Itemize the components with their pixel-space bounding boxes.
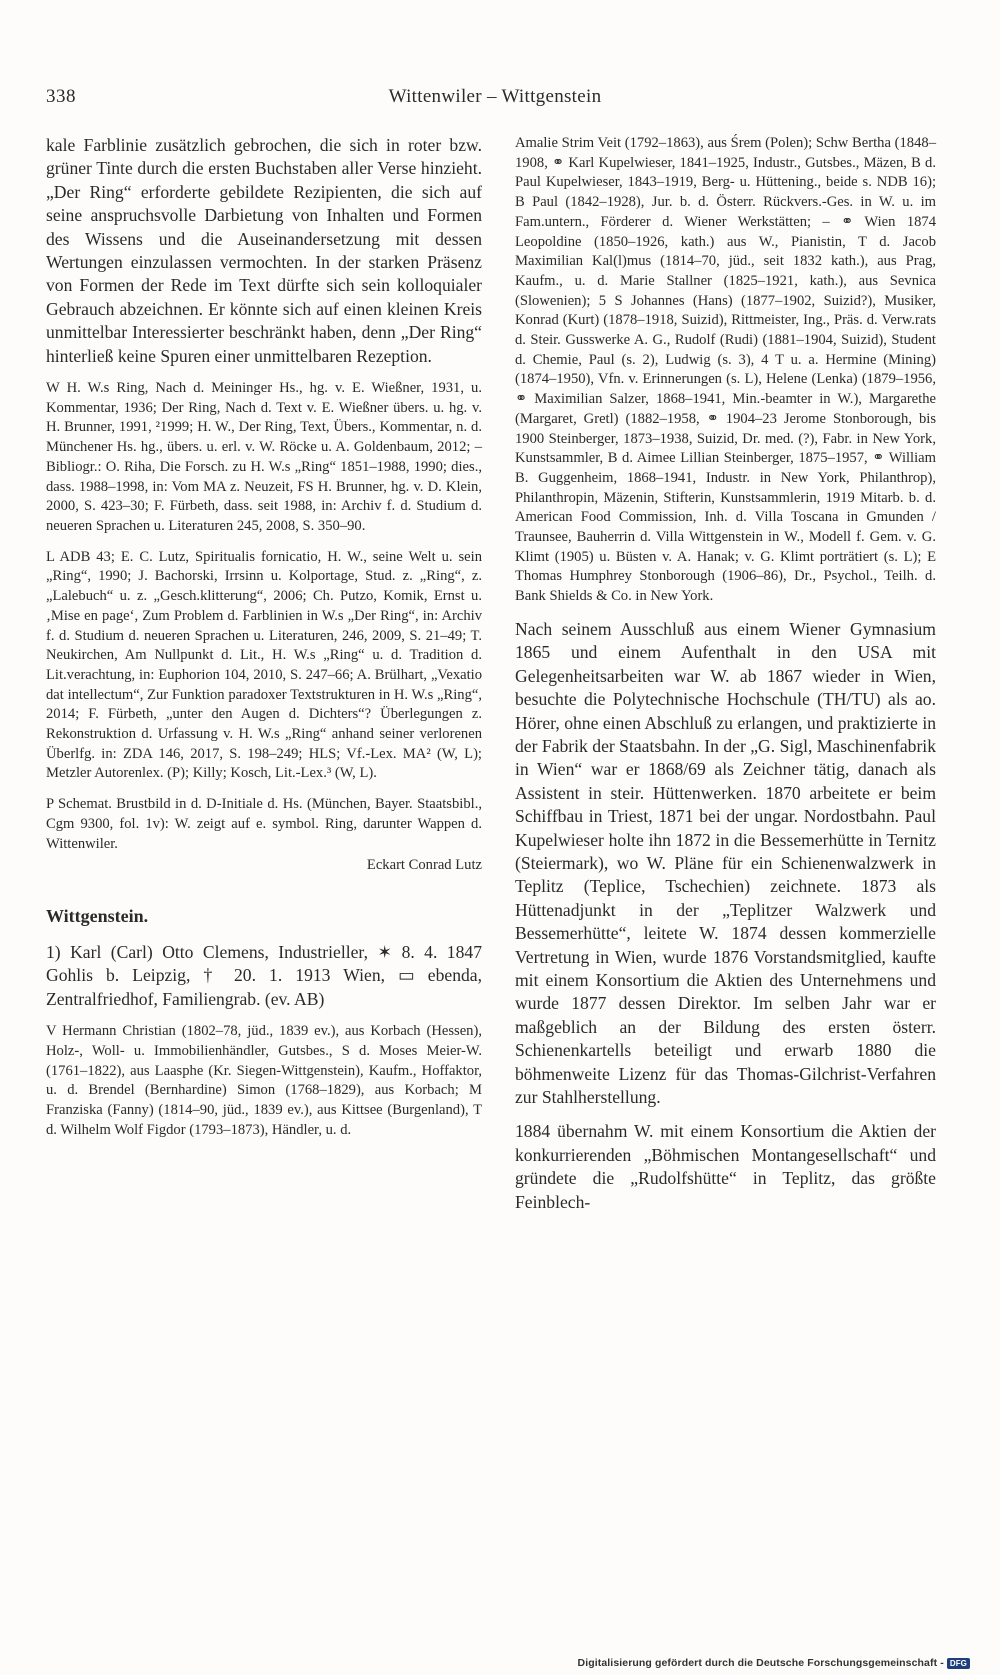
genealogy-continued: Amalie Strim Veit (1792–1863), aus Śrem (Polen); Schw Bertha (1848–1908, ⚭ Karl Kupelwieser, 1841–1925, Industr., Gutsbes., Mäzen, B d. Paul Kupelwieser, 1843–1919, Berg- u. Hüttening., beide s. NDB 16); B Paul (1842–1928), Jur. b. d. Österr. Rückvers.-Ges. in W. u. im Fam.untern., Förderer d. Wiener Werkstätten; – ⚭ Wien 1874 Leopoldine (1850–1926, kath.) aus W., Pianistin, T d. Jacob Maximilian Kal(l)mus (1814–70, jüd., seit 1832 kath.), aus Prag, Kaufm., u. d. Marie Stallner (1825–1921, kath.), aus Sevnica (Slowenien); 5 S Johannes (Hans) (1877–1902, Suizid?), Musiker, Konrad (Kurt) (1878–1918, Suizid), Rittmeister, Ing., Präs. d. Verw.rats d. Steir. Gusswerke A. G., Rudolf (Rudi) (1881–1904, Suizid), Student d. Chemie, Paul (s. 2), Ludwig (s. 3), 4 T u. a. Hermine (Mining) (1874–1950), Vfn. v. Erinnerungen (s. L), Helene (Lenka) (1879–1956, ⚭ Maximilian Salzer, 1868–1941, Min.-beamter in W.), Margarethe (Margaret, Gretl) (1882–1958, ⚭ 1904–23 Jerome Stonborough, bis 1900 Steinberger, 1873–1938, Suizid, Dr. med. (?), Fabr. in New York, Kunstsammler, B d. Aimee Lillian Steinberger, 1875–1957, ⚭ William B. Guggenheim, 1868–1941, Industr. in New York, Philanthrop), Philanthropin, Mäzenin, Stifterin, Kunstsammlerin, 1919 Mitarb. b. d. American Food Commission, Inh. d. Villa Toscana in Gmunden / Traunsee, Bauherrin d. Villa Wittgenstein in W., Modell f. Gem. v. G. Klimt (1905) u. Büsten v. A. Hanak; v. G. Klimt porträtiert (s. L); E Thomas Humphrey Stonborough (1906–86), Dr., Psychol., Teilh. d. Bank Shields & Co. in New York. bbox=[515, 135, 936, 605]
dfg-logo: DFG bbox=[947, 1658, 970, 1669]
genealogy-section: V Hermann Christian (1802–78, jüd., 1839 ev.), aus Korbach (Hessen), Holz-, Woll- u. Immobilienhändler, Gutsbes., S d. Moses Meier-W. (1761–1822), aus Laasphe (Kr. Siegen-Wittgenstein), Kaufm., Hoffaktor, u. d. Brendel (Bernhardine) Simon (1768–1829), aus Korbach; M Franziska (Fanny) (1814–90, jüd., 1839 ev.), aus Kittsee (Burgenland), T d. Wilhelm Wolf Figdor (1793–1873), Händler, u. d. bbox=[46, 1023, 482, 1138]
portrait-section: P Schemat. Brustbild in d. D-Initiale d. Hs. (München, Bayer. Staatsbibl., Cgm 9300, fol. 1v): W. zeigt auf e. symbol. Ring, darunter Wappen d. Wittenwiler. bbox=[46, 796, 482, 852]
entry-heading: Wittgenstein. bbox=[46, 905, 149, 926]
running-title: Wittenwiler – Wittgenstein bbox=[388, 86, 602, 107]
credit-text: Digitalisierung gefördert durch die Deutsche Forschungsgemeinschaft - bbox=[577, 1657, 944, 1669]
page-number: 338 bbox=[46, 86, 76, 107]
left-column bbox=[46, 134, 482, 1140]
entry-intro: 1) Karl (Carl) Otto Clemens, Industrieller, ✶ 8. 4. 1847 Gohlis b. Leipzig, † 20. 1. 1913 Wien, ▭ ebenda, Zentralfriedhof, Familiengrab. (ev. AB) bbox=[46, 941, 482, 1009]
body-paragraph: kale Farblinie zusätzlich gebrochen, die sich in roter bzw. grüner Tinte durch die ersten Buchstaben aller Verse hinzieht. „Der Ring“ erforderte gebildete Rezipienten, die sich auf seine anspruchsvolle Darbietung von Inhalten und Formen des Wissens und die Auseinandersetzung mit dessen Wertungen einzulassen vermochten. In der starken Präsenz von Formen der Rede im Text dürfte sich sein kolloquialer Gebrauch abzeichnen. Er könnte sich auf einen kleinen Kreis unmittelbar Interessierter beschränkt haben, denn „Der Ring“ hinterließ keine Spuren einer unmittelbaren Rezeption. bbox=[46, 135, 482, 366]
digitization-credit bbox=[578, 1657, 970, 1669]
right-column bbox=[515, 134, 936, 1214]
works-section: W H. W.s Ring, Nach d. Meininger Hs., hg. v. E. Wießner, 1931, u. Kommentar, 1936; Der Ring, Nach d. Text v. E. Wießner übers. u. hg. v. H. Brunner, 1991, ²1999; H. W., Der Ring, Text, Übers., Kommentar, n. d. Münchener Hs. hg., übers. u. erl. v. W. Röcke u. A. Goldenbaum, 2012; – Bibliogr.: O. Riha, Die Forsch. zu H. W.s „Ring“ 1851–1988, 1990; dies., dass. 1988–1998, in: Vom MA z. Neuzeit, FS H. Brunner, hg. v. D. Klein, 2000, S. 423–30; F. Fürbeth, dass. seit 1988, in: Archiv f. d. Studium d. neueren Sprachen u. Literaturen 245, 2008, S. 350–90. bbox=[46, 380, 482, 534]
article-author: Eckart Conrad Lutz bbox=[366, 857, 482, 874]
biography-paragraph: 1884 übernahm W. mit einem Konsortium die Aktien der konkurrierenden „Böhmischen Montangesellschaft“ und gründete die „Rudolfshütte“ in Teplitz, das größte Feinblech- bbox=[515, 1121, 936, 1212]
biography-paragraph: Nach seinem Ausschluß aus einem Wiener Gymnasium 1865 und einem Aufenthalt in den USA mit Gelegenheitsarbeiten war W. ab 1867 wieder in Wien, besuchte die Polytechnische Hochschule (TH/TU) als ao. Hörer, ohne einen Abschluß zu erlangen, und praktizierte in der Fabrik der Staatsbahn. In der „G. Sigl, Maschinenfabrik in Wien“ war er 1868/69 als Zeichner tätig, danach als Assistent in steir. Hüttenwerken. 1870 arbeitete er beim Schiffbau in Triest, 1871 bei der ungar. Nordostbahn. Paul Kupelwieser holte ihn 1872 in die Bessemerhütte in Ternitz (Steiermark), wo W. Pläne für ein Schienenwalzwerk in Teplitz (Teplice, Tschechien) zeichnete. 1873 als Hüttenadjunkt in der „Teplitzer Walzwerk und Bessemerhütte“, leitete W. 1874 dessen kommerzielle Vertretung in Wien, wurde 1876 Vorstandsmitglied, kaufte mit einem Konsortium die Aktien des Unternehmens und wurde 1877 dessen Direktor. Im selben Jahr war er maßgeblich an der Bildung des ersten österr. Schienenkartells beteiligt und erwarb 1880 die böhmenweite Lizenz für das Thomas-Gilchrist-Verfahren zur Stahlherstellung. bbox=[515, 618, 936, 1107]
literature-section: L ADB 43; E. C. Lutz, Spiritualis fornicatio, H. W., seine Welt u. sein „Ring“, 1990; J. Bachorski, Irrsinn u. Kolportage, Stud. z. „Ring“, z. „Lalebuch“ u. z. „Gesch.klitterung“, 2006; Ch. Putzo, Komik, Ernst u. ‚Mise en page‘, Zum Problem d. Farblinien in W.s „Der Ring“, in: Archiv f. d. Studium d. neueren Sprachen u. Literaturen, 246, 2009, S. 21–49; T. Neukirchen, Am Nullpunkt d. Lit., H. W.s „Ring“ u. d. Tradition d. Lit.verachtung, in: Euphorion 104, 2010, S. 247–66; A. Brülhart, „Vexatio dat intellectum“, Zur Funktion paradoxer Textstrukturen in H. W.s „Ring“, 2014; F. Fürbeth, „unter den Augen d. Dichters“? Überlegungen z. Rekonstruktion d. Urfassung v. H. W.s „Ring“ anhand seiner verlorenen Überlfg. in: ZDA 146, 2017, S. 198–249; HLS; Vf.-Lex. MA² (W, L); Metzler Autorenlex. (P); Killy; Kosch, Lit.-Lex.³ (W, L). bbox=[46, 548, 482, 782]
